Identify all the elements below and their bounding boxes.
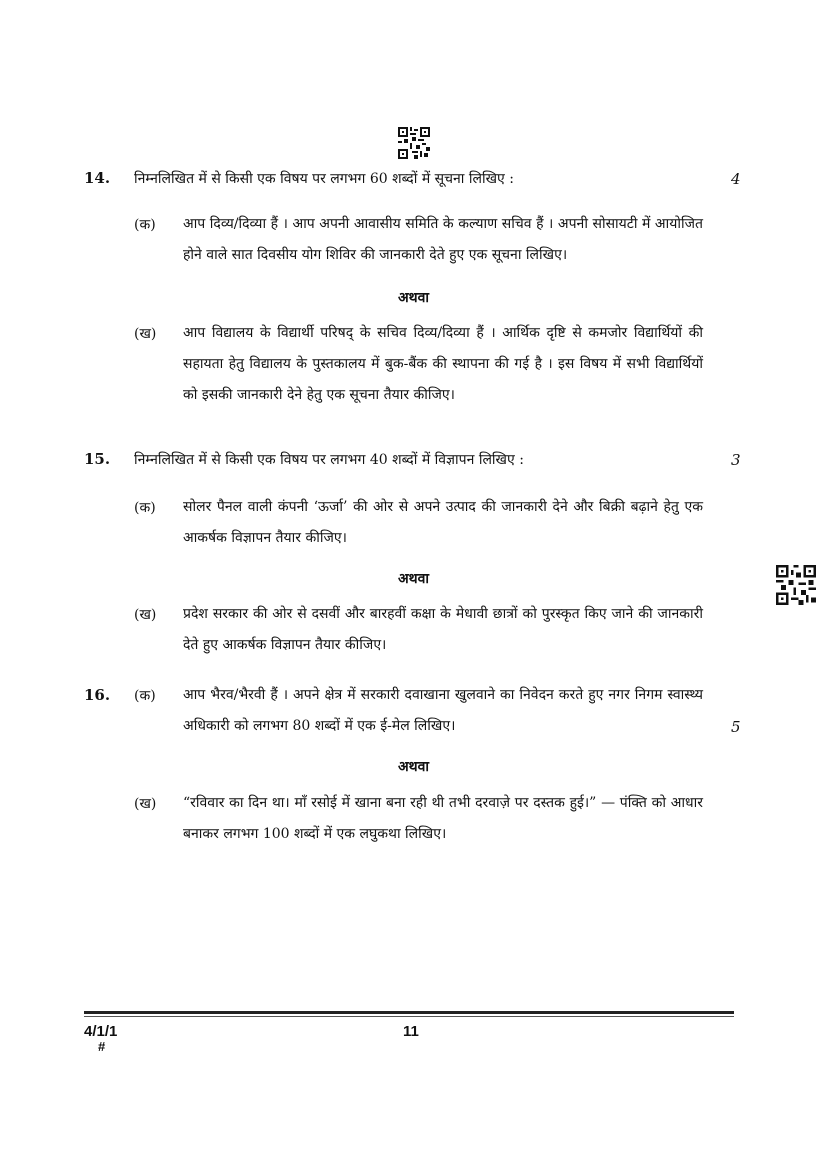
question-14-option-b-label: (ख) [134, 326, 157, 342]
question-15-stem: निम्नलिखित में से किसी एक विषय पर लगभग 40 शब्दों में विज्ञापन लिखिए : [134, 452, 524, 468]
question-14-option-a-text: आप दिव्य/दिव्या हैं । आप अपनी आवासीय समिति के कल्याण सचिव हैं । अपनी सोसायटी में आयोजित होने वाले सात दिवसीय योग शिविर की जानकारी देते हुए एक सूचना लिखिए। [183, 216, 703, 263]
question-15-option-b-text: प्रदेश सरकार की ओर से दसवीं और बारहवीं कक्षा के मेधावी छात्रों को पुरस्कृत किए जाने की जानकारी देते हुए आकर्षक विज्ञापन तैयार कीजिए। [183, 606, 703, 653]
question-14-number: 14. [84, 169, 111, 187]
question-16-option-a-label: (क) [134, 688, 156, 704]
question-14-marks: 4 [731, 170, 741, 188]
question-14-option-b-text: आप विद्यालय के विद्यार्थी परिषद् के सचिव दिव्य/दिव्या हैं । आर्थिक दृष्टि से कमजोर विद्यार्थियों की सहायता हेतु विद्यालय के पुस्तकालय में बुक-बैंक की स्थापना की गई है । इस विषय में सभी विद्यार्थियों को इसकी जानकारी देने हेतु एक सूचना तैयार कीजिए। [183, 325, 703, 403]
question-16-option-b-text: “रविवार का दिन था। माँ रसोई में खाना बना रही थी तभी दरवाज़े पर दस्तक हुई।” — पंक्ति को आधार बनाकर लगभग 100 शब्दों में एक लघुकथा लिखिए। [183, 795, 703, 842]
question-16-option-b-label: (ख) [134, 796, 157, 812]
qr-code-top [398, 127, 430, 159]
question-15-option-a-label: (क) [134, 500, 156, 516]
question-16-number: 16. [84, 686, 111, 704]
question-16-marks: 5 [731, 718, 741, 736]
question-15-number: 15. [84, 450, 111, 468]
footer-rule-thin [84, 1016, 734, 1017]
question-15-option-a-text: सोलर पैनल वाली कंपनी ‘ऊर्जा’ की ओर से अपने उत्पाद की जानकारी देने और बिक्री बढ़ाने हेतु एक आकर्षक विज्ञापन तैयार कीजिए। [183, 499, 703, 546]
question-16-option-a-text: आप भैरव/भैरवी हैं । अपने क्षेत्र में सरकारी दवाखाना खुलवाने का निवेदन करते हुए नगर निगम स्वास्थ्य अधिकारी को लगभग 80 शब्दों में एक ई-मेल लिखिए। [183, 687, 703, 734]
paper-code-hash: # [98, 1039, 106, 1054]
question-15-marks: 3 [731, 451, 741, 469]
paper-code: 4/1/1 [84, 1023, 118, 1040]
question-15-option-b-label: (ख) [134, 607, 157, 623]
question-15-or-divider: अथवा [397, 571, 430, 587]
page-number: 11 [403, 1023, 419, 1040]
question-14-or-divider: अथवा [397, 290, 430, 306]
footer-rule [84, 1011, 734, 1014]
question-14-stem: निम्नलिखित में से किसी एक विषय पर लगभग 60 शब्दों में सूचना लिखिए : [134, 171, 514, 187]
question-14-option-a-label: (क) [134, 217, 156, 233]
question-16-or-divider: अथवा [397, 759, 430, 775]
